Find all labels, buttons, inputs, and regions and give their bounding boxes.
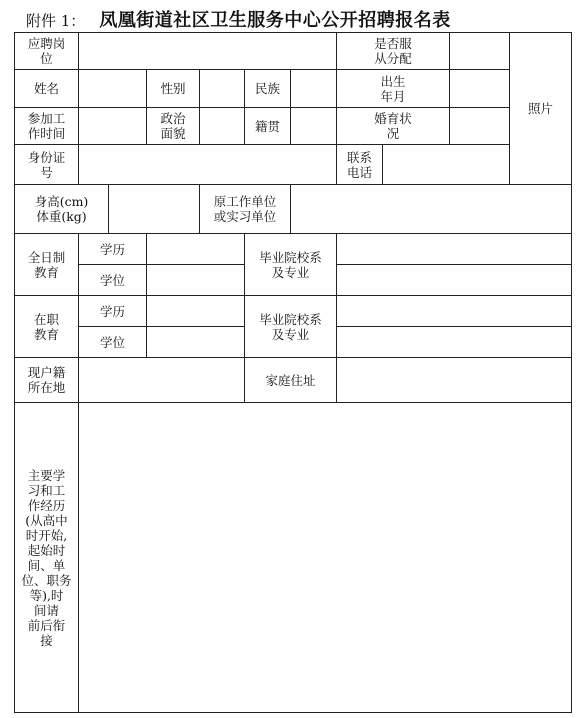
address-field[interactable] (337, 358, 572, 403)
fulltime-school-field-2[interactable] (337, 265, 572, 296)
prev-unit-field[interactable] (291, 185, 572, 234)
photo-box[interactable] (510, 33, 572, 185)
photo-label: 照片 (528, 101, 554, 116)
fulltime-degree-label: 学位 (79, 265, 147, 296)
work-start-label: 参加工 作时间 (15, 108, 79, 145)
fulltime-school-label: 毕业院校系 及专业 (245, 234, 337, 296)
work-start-field[interactable] (79, 108, 147, 145)
name-field[interactable] (79, 70, 147, 108)
fulltime-degree-level-field[interactable] (147, 234, 245, 265)
birth-label: 出生 年月 (337, 70, 450, 108)
history-field[interactable] (79, 403, 572, 713)
fulltime-edu-label: 全日制 教育 (15, 234, 79, 296)
parttime-degree-label: 学位 (79, 327, 147, 358)
name-label: 姓名 (15, 70, 79, 108)
id-number-field[interactable] (79, 145, 337, 185)
parttime-school-field-2[interactable] (337, 327, 572, 358)
fulltime-school-field-1[interactable] (337, 234, 572, 265)
height-weight-field[interactable] (109, 185, 200, 234)
height-weight-label: 身高(cm) 体重(kg) (15, 185, 109, 234)
parttime-school-field-1[interactable] (337, 296, 572, 327)
parttime-degree-level-label: 学历 (79, 296, 147, 327)
fulltime-degree-level-label: 学历 (79, 234, 147, 265)
political-field[interactable] (200, 108, 245, 145)
origin-label: 籍贯 (245, 108, 291, 145)
phone-field[interactable] (383, 145, 510, 185)
household-label: 现户籍 所在地 (15, 358, 79, 403)
history-label: 主要学 习和工 作经历 (从高中 时开始, 起始时 间、单 位、职务 等),时 间请 前后衔 接 (15, 403, 79, 713)
registration-form (14, 32, 572, 713)
attachment-label: 附件 1： (26, 12, 86, 30)
fulltime-degree-field[interactable] (147, 265, 245, 296)
form-title (26, 6, 451, 32)
ethnicity-field[interactable] (291, 70, 337, 108)
id-number-label: 身份证 号 (15, 145, 79, 185)
gender-field[interactable] (200, 70, 245, 108)
political-label: 政治 面貌 (147, 108, 200, 145)
marital-field[interactable] (450, 108, 510, 145)
ethnicity-label: 民族 (245, 70, 291, 108)
parttime-edu-label: 在职 教育 (15, 296, 79, 358)
assign-label: 是否服 从分配 (337, 33, 450, 70)
form-title-text: 凤凰街道社区卫生服务中心公开招聘报名表 (99, 10, 451, 31)
parttime-degree-field[interactable] (147, 327, 245, 358)
birth-field[interactable] (450, 70, 510, 108)
parttime-school-label: 毕业院校系 及专业 (245, 296, 337, 358)
position-field[interactable] (79, 33, 337, 70)
address-label: 家庭住址 (245, 358, 337, 403)
gender-label: 性别 (147, 70, 200, 108)
household-field[interactable] (79, 358, 245, 403)
assign-field[interactable] (450, 33, 510, 70)
marital-label: 婚育状 况 (337, 108, 450, 145)
parttime-degree-level-field[interactable] (147, 296, 245, 327)
position-label: 应聘岗 位 (15, 33, 79, 70)
prev-unit-label: 原工作单位 或实习单位 (200, 185, 291, 234)
origin-field[interactable] (291, 108, 337, 145)
phone-label: 联系 电话 (337, 145, 383, 185)
